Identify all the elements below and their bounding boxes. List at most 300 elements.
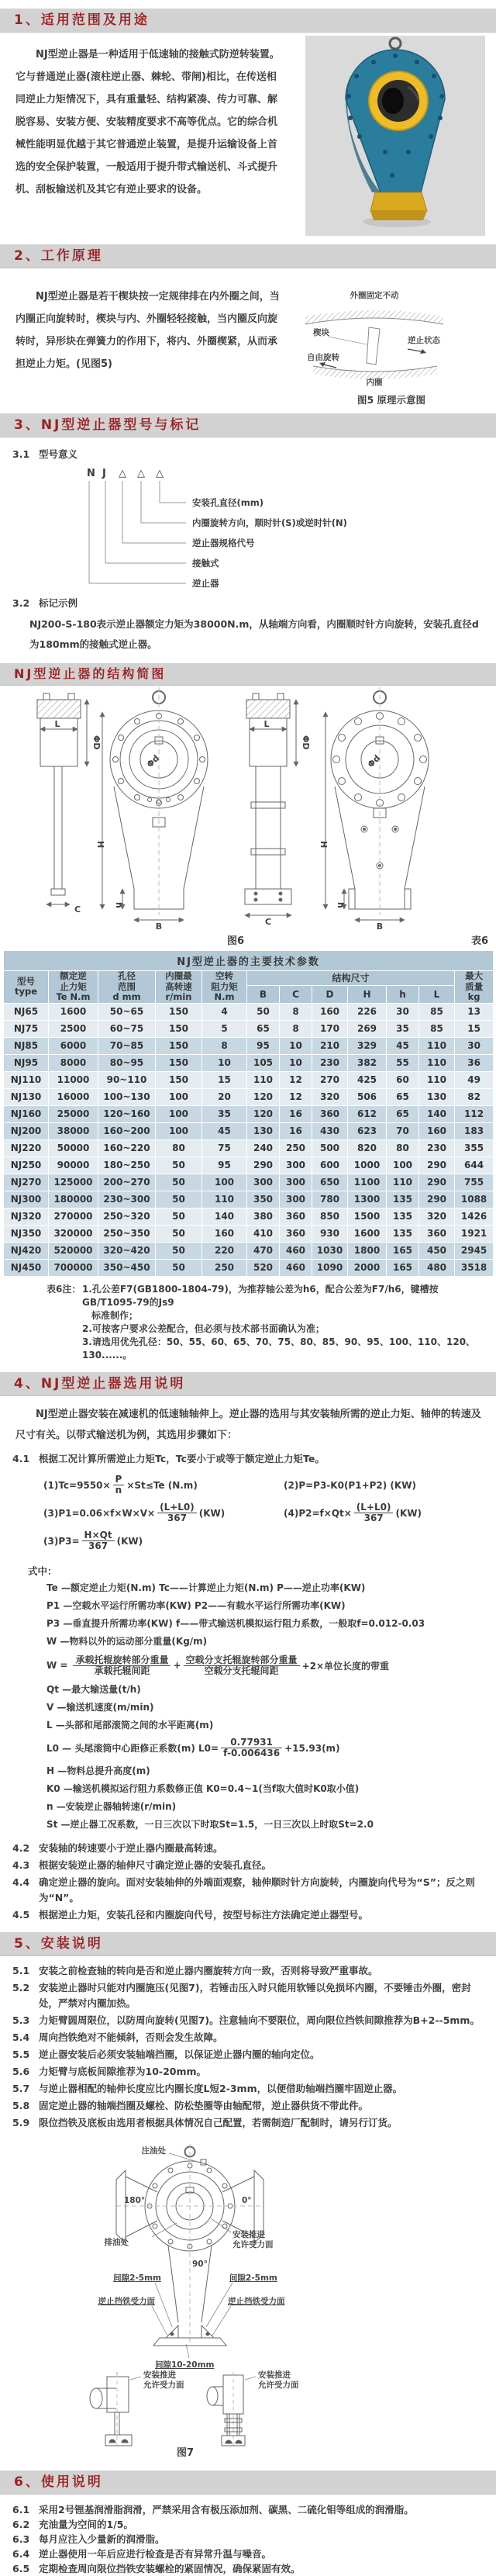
- note-1a: 1.孔公差F7(GB1800-1804-79)，为推荐轴公差为h6，配合公差为F7/h6，键槽按GB/T1095-79的Js9: [82, 1283, 439, 1308]
- cell-drag: 35: [202, 1105, 247, 1122]
- cell-mass: 1921: [455, 1225, 494, 1242]
- item-text: 安装之前检查轴的转向是否和逆止器内圈旋转方向一致，否则将导致严重事故。: [39, 1964, 378, 1976]
- stop-state-label: 逆止状态: [408, 336, 440, 345]
- table-row: [4, 1105, 494, 1122]
- front-view-2: [326, 687, 429, 920]
- cell-C: 300: [280, 1174, 312, 1191]
- cell-H: 623: [348, 1122, 387, 1139]
- cell-drag: 5: [202, 1020, 247, 1037]
- cell-L: 230: [419, 1139, 455, 1157]
- formula-3: (3)P1=0.06×f×W×V× $\frac{(L+L0)}{367}$ (KW): [43, 1502, 226, 1523]
- cell-mass: 755: [455, 1174, 494, 1191]
- structure-drawings: [0, 686, 496, 932]
- item-number: 4.5: [12, 1908, 30, 1921]
- item-number: 4.4: [12, 1876, 30, 1888]
- cell-bore: 70~85: [98, 1037, 156, 1054]
- inner-ring-label: 内圈: [366, 378, 383, 387]
- table-row: [4, 1174, 494, 1191]
- cell-H: 506: [348, 1088, 387, 1105]
- table-row: [4, 1191, 494, 1208]
- front-view-1: [102, 687, 208, 920]
- cell-H: 382: [348, 1054, 387, 1071]
- cell-speed: 50: [156, 1259, 202, 1276]
- note-1b: 标准制作；: [91, 1309, 139, 1321]
- cell-L: 290: [419, 1191, 455, 1208]
- cell-D: 500: [312, 1139, 348, 1157]
- definitions-1: [0, 1579, 496, 1651]
- cell-D: 600: [312, 1157, 348, 1174]
- installation-item: [0, 1980, 496, 2012]
- product-photo: [305, 36, 485, 236]
- cell-L: 360: [419, 1225, 455, 1242]
- installation-item: [0, 2029, 496, 2046]
- cell-mass: 355: [455, 1139, 494, 1157]
- note-3: 3.请选用优先孔径：50、55、60、65、70、75、80、85、90、95、100、110、120、130......。: [82, 1336, 476, 1361]
- item-text: 充油量为空间的1/5。: [39, 2518, 133, 2530]
- cell-h: 60: [387, 1071, 419, 1088]
- item-text: 固定逆止器的轴端挡圈及螺栓、防松垫圈等由轴配带，逆止器供货不带此件。: [39, 2099, 369, 2111]
- selection-item: [0, 1874, 496, 1907]
- installation-item: [0, 1962, 496, 1980]
- cell-torque: 25000: [49, 1105, 98, 1122]
- cell-h: 55: [387, 1054, 419, 1071]
- cell-H: 269: [348, 1020, 387, 1037]
- definition-line: P3 —垂直提升所需功率(KW) f——带式输送机模拟运行阻力系数，一般取f=0.012-0.03: [46, 1617, 425, 1629]
- cell-speed: 150: [156, 1020, 202, 1037]
- cell-drag: 95: [202, 1157, 247, 1174]
- cell-C: 16: [280, 1105, 312, 1122]
- cell-B: 470: [247, 1242, 280, 1259]
- cell-drag: 75: [202, 1139, 247, 1157]
- table-row: [4, 1020, 494, 1037]
- cell-drag: 45: [202, 1122, 247, 1139]
- dim-C-2: C: [264, 917, 272, 927]
- table-row: [4, 1157, 494, 1174]
- callout-contact-type: 接触式: [192, 558, 219, 569]
- cell-torque: 90000: [49, 1157, 98, 1174]
- cell-D: 160: [312, 1003, 348, 1020]
- cell-C: 12: [280, 1071, 312, 1088]
- note-2: 2.可按客户要求公差配合，但必须与技术部书面确认为准；: [82, 1323, 325, 1334]
- item-number: 6.2: [12, 2518, 30, 2530]
- item-number: 5.8: [12, 2099, 30, 2111]
- definition-line: V —输送机速度(m/min): [46, 1701, 154, 1713]
- gap-2-5-right: 间隙2-5mm: [229, 2273, 277, 2283]
- table-row: [4, 1225, 494, 1242]
- cell-drag: 110: [202, 1191, 247, 1208]
- cell-type: NJ350: [4, 1225, 49, 1242]
- cell-type: NJ65: [4, 1003, 49, 1020]
- cell-speed: 150: [156, 1054, 202, 1071]
- item-number: 5.3: [12, 2014, 30, 2026]
- item-text: 定期检查周向限位挡铁安装螺栓的紧固情况，确保紧固有效。: [39, 2562, 301, 2574]
- cell-B: 65: [247, 1020, 280, 1037]
- cell-torque: 16000: [49, 1088, 98, 1105]
- push-face-label-3a: 安装推进: [258, 2370, 291, 2380]
- sub-3-2: [0, 594, 496, 613]
- cell-H: 425: [348, 1071, 387, 1088]
- code-letter-1: N: [87, 468, 95, 479]
- item-text: 与逆止器相配的轴伸长度应比内圈长度L短2-3mm，以便借助轴端挡圈牢固逆止器。: [39, 2082, 403, 2094]
- deg-0-label: 0°: [242, 2195, 252, 2205]
- cell-H: 2000: [348, 1259, 387, 1276]
- cell-L: 480: [419, 1259, 455, 1276]
- cell-C: 460: [280, 1259, 312, 1276]
- cell-mass: 644: [455, 1157, 494, 1174]
- push-face-label-2b: 允许受力面: [143, 2380, 184, 2390]
- model-designation-diagram: [0, 464, 496, 594]
- section-4-intro: NJ型逆止器安装在减速机的低速轴轴伸上。逆止器的选用与其安装轴所需的逆止力矩、轴伸的转速及尺寸有关。以带式输送机为例，其选用步骤如下：: [16, 1408, 481, 1441]
- dim-H-2: H: [319, 841, 329, 849]
- cell-D: 210: [312, 1037, 348, 1054]
- item-text: 每月应注入少量新的润滑脂。: [39, 2533, 165, 2545]
- cell-L: 140: [419, 1105, 455, 1122]
- fig7-caption: 图7: [177, 2446, 195, 2459]
- cell-h: 135: [387, 1225, 419, 1242]
- table6-ref: 表6: [470, 935, 488, 947]
- section-6-title: 6、使用说明: [14, 2474, 103, 2490]
- cell-B: 240: [247, 1139, 280, 1157]
- section-5-header: [0, 1930, 496, 1956]
- principle-diagram: [291, 289, 458, 388]
- cell-speed: 50: [156, 1242, 202, 1259]
- usage-item: [0, 2502, 496, 2517]
- fig6-caption-row: [0, 932, 496, 949]
- cell-D: 320: [312, 1088, 348, 1105]
- usage-item: [0, 2517, 496, 2532]
- col-header-C: C: [280, 985, 312, 1003]
- cell-speed: 150: [156, 1071, 202, 1088]
- cell-torque: 520000: [49, 1242, 98, 1259]
- installation-item: [0, 2063, 496, 2080]
- cell-drag: 100: [202, 1174, 247, 1191]
- cell-speed: 100: [156, 1088, 202, 1105]
- cell-torque: 38000: [49, 1122, 98, 1139]
- callout-backstop: 逆止器: [192, 578, 219, 589]
- item-number: 4.2: [12, 1841, 30, 1854]
- cell-B: 105: [247, 1054, 280, 1071]
- table-body: [4, 1003, 494, 1276]
- cell-mass: 2945: [455, 1242, 494, 1259]
- cell-torque: 6000: [49, 1037, 98, 1054]
- cell-type: NJ95: [4, 1054, 49, 1071]
- cell-D: 930: [312, 1225, 348, 1242]
- stop-face-right: 逆止挡铁受力面: [228, 2296, 285, 2306]
- cell-D: 780: [312, 1191, 348, 1208]
- cell-B: 300: [247, 1174, 280, 1191]
- cell-drag: 4: [202, 1003, 247, 1020]
- item-4-1-text: 根据工况计算所需逆止力矩Tc，Tc要小于或等于额定逆止力矩Te。: [39, 1452, 325, 1464]
- lifting-eye: [390, 38, 401, 49]
- cell-type: NJ75: [4, 1020, 49, 1037]
- cell-D: 430: [312, 1122, 348, 1139]
- cell-drag: 15: [202, 1071, 247, 1088]
- push-face-label-1a: 安装推进: [232, 2229, 265, 2239]
- dim-C-1: C: [74, 904, 81, 915]
- cell-torque: 2500: [49, 1020, 98, 1037]
- cell-h: 135: [387, 1191, 419, 1208]
- installation-item: [0, 2097, 496, 2114]
- cell-torque: 8000: [49, 1054, 98, 1071]
- cell-type: NJ270: [4, 1174, 49, 1191]
- cell-B: 380: [247, 1208, 280, 1225]
- cell-L: 110: [419, 1071, 455, 1088]
- sub-3-1: [0, 445, 496, 464]
- item-text: 确定逆止器的旋向。面对安装轴伸的外端面观察，轴伸顺时针方向旋转，内圈旋向代号为“S”；反之则为“N”。: [39, 1876, 475, 1903]
- definitions-2: [0, 1681, 496, 1734]
- col-header-drag: 空转 阻力矩 N.m: [202, 971, 247, 1004]
- code-letter-2: J: [102, 468, 106, 479]
- usage-item: [0, 2547, 496, 2561]
- cell-bore: 50~65: [98, 1003, 156, 1020]
- fig7-side-view-1: [90, 2372, 132, 2446]
- definitions-3: [0, 1762, 496, 1834]
- table-row: [4, 1054, 494, 1071]
- cell-B: 520: [247, 1259, 280, 1276]
- item-text: 限位挡铁及底板由选用者根据具体情况自己配置，若需制造厂配制时，请另行订货。: [39, 2116, 398, 2128]
- cell-speed: 50: [156, 1191, 202, 1208]
- cell-type: NJ450: [4, 1259, 49, 1276]
- selection-item: [0, 1907, 496, 1924]
- cell-h: 30: [387, 1003, 419, 1020]
- cell-mass: 183: [455, 1122, 494, 1139]
- cell-C: 360: [280, 1208, 312, 1225]
- cell-speed: 150: [156, 1037, 202, 1054]
- col-header-torque: 额定逆 止力矩 Te N.m: [49, 971, 98, 1004]
- cell-C: 16: [280, 1122, 312, 1139]
- cell-B: 50: [247, 1003, 280, 1020]
- item-number: 5.4: [12, 2031, 30, 2043]
- cell-H: 1600: [348, 1225, 387, 1242]
- cell-torque: 125000: [49, 1174, 98, 1191]
- cell-D: 360: [312, 1105, 348, 1122]
- oil-drain-label: 排油处: [104, 2237, 129, 2247]
- definition-line: L —头部和尾部滚筒之间的水平距离(m): [46, 1719, 214, 1731]
- cell-C: 300: [280, 1157, 312, 1174]
- cell-drag: 10: [202, 1054, 247, 1071]
- formula-2: (2)P=P3-K0(P1+P2) (KW): [284, 1479, 416, 1491]
- cell-bore: 200~270: [98, 1174, 156, 1191]
- dim-H-1: H: [95, 841, 105, 849]
- cell-C: 12: [280, 1088, 312, 1105]
- cell-type: NJ420: [4, 1242, 49, 1259]
- cell-B: 130: [247, 1122, 280, 1139]
- col-header-speed: 内圈最 高转速 r/min: [156, 971, 202, 1004]
- cell-bore: 100~130: [98, 1088, 156, 1105]
- section-2-header: [0, 242, 496, 268]
- cell-H: 226: [348, 1003, 387, 1020]
- col-header-type: 型号 type: [4, 971, 49, 1004]
- structure-section-header: [0, 661, 496, 686]
- usage-item: [0, 2561, 496, 2576]
- cell-L: 110: [419, 1054, 455, 1071]
- cell-h: 165: [387, 1242, 419, 1259]
- cell-B: 410: [247, 1225, 280, 1242]
- col-header-D: D: [312, 985, 348, 1003]
- cell-type: NJ320: [4, 1208, 49, 1225]
- cell-speed: 50: [156, 1157, 202, 1174]
- cell-H: 820: [348, 1139, 387, 1157]
- callout-rotation-direction: 内圈旋转方向，顺时针(S)或逆时针(N): [192, 517, 347, 528]
- item-text: 根据逆止力矩，安装孔径和内圈旋向代号，按型号标注方法确定逆止器型号。: [39, 1908, 369, 1921]
- cell-L: 110: [419, 1037, 455, 1054]
- cell-mass: 49: [455, 1071, 494, 1088]
- free-rotation-label: 自由旋转: [307, 353, 339, 362]
- cell-drag: 20: [202, 1088, 247, 1105]
- cell-L: 320: [419, 1208, 455, 1225]
- code-symbol-2: △: [137, 468, 145, 479]
- oil-fill-label: 注油处: [141, 2146, 166, 2156]
- col-header-structure: 结构尺寸: [247, 971, 455, 986]
- cell-h: 80: [387, 1139, 419, 1157]
- table-row: [4, 1088, 494, 1105]
- section-4-title: 4、NJ型逆止器选用说明: [14, 1375, 186, 1392]
- cell-mass: 36: [455, 1054, 494, 1071]
- cell-h: 135: [387, 1208, 419, 1225]
- cell-B: 120: [247, 1105, 280, 1122]
- item-text: 采用2号锂基润滑脂润滑，严禁采用含有极压添加剂、碳黑、二硫化钼等组成的润滑脂。: [39, 2503, 414, 2515]
- cell-torque: 50000: [49, 1139, 98, 1157]
- item-text: 根据安装逆止器的轴伸尺寸确定逆止器的安装孔直径。: [39, 1859, 272, 1871]
- parameters-table: [3, 950, 494, 1277]
- usage-items: [0, 2502, 496, 2576]
- item-text: 力矩臂与底板间隙推荐为10-20mm。: [39, 2065, 207, 2077]
- col-header-mass: 最大 质量 kg: [455, 971, 494, 1004]
- installation-diagram: [0, 2142, 496, 2459]
- cell-h: 110: [387, 1174, 419, 1191]
- cell-bore: 250~350: [98, 1225, 156, 1242]
- cell-bore: 160~200: [98, 1122, 156, 1139]
- item-text: 逆止器使用一年后应进行检查是否有异常升温与噪音。: [39, 2547, 272, 2560]
- dim-D-2: ΦD: [301, 735, 311, 750]
- definition-line: n —安装逆止器轴转速(r/min): [46, 1800, 177, 1812]
- side-view-2: [245, 693, 296, 915]
- cell-L: 85: [419, 1003, 455, 1020]
- cell-bore: 90~110: [98, 1071, 156, 1088]
- definition-line: St —逆止器工况系数，一日三次以下时取St=1.5，一日三次以上时取St=2.0: [46, 1818, 374, 1830]
- cell-bore: 180~250: [98, 1157, 156, 1174]
- table-row: [4, 1122, 494, 1139]
- cell-C: 10: [280, 1037, 312, 1054]
- table-row: [4, 1259, 494, 1276]
- cell-torque: 270000: [49, 1208, 98, 1225]
- cell-D: 230: [312, 1054, 348, 1071]
- cell-B: 350: [247, 1191, 280, 1208]
- section-3-header: [0, 411, 496, 437]
- cell-type: NJ300: [4, 1191, 49, 1208]
- cell-C: 10: [280, 1054, 312, 1071]
- definition-line: H —物料总提升高度(m): [46, 1765, 150, 1776]
- section-2-paragraph: NJ型逆止器是若干楔块按一定规律排在内外圈之间，当内圈正向旋转时，楔块与内、外圈轻轻接触，当内圈反向旋转时，异形块在弹簧力的作用下，将内、外圈楔紧，从而承担逆止力矩。(见图5): [16, 291, 280, 370]
- table-row: [4, 1003, 494, 1020]
- item-number: 5.5: [12, 2048, 30, 2060]
- push-face-label-1b: 允许受力面: [232, 2239, 274, 2249]
- cell-C: 460: [280, 1242, 312, 1259]
- cell-h: 165: [387, 1259, 419, 1276]
- section-3-title: 3、NJ型逆止器型号与标记: [14, 417, 202, 433]
- cell-H: 612: [348, 1105, 387, 1122]
- side-view-1: [37, 693, 87, 904]
- cell-speed: 50: [156, 1174, 202, 1191]
- item-number: 6.4: [12, 2547, 30, 2560]
- cell-H: 1300: [348, 1191, 387, 1208]
- cell-L: 450: [419, 1242, 455, 1259]
- cell-h: 45: [387, 1037, 419, 1054]
- cell-type: NJ250: [4, 1157, 49, 1174]
- item-number: 6.1: [12, 2503, 30, 2515]
- formula-1: (1)Tc=9550× $\frac{P}{n}$ ×St≤Te (N.m): [43, 1474, 198, 1495]
- callout-bore-diameter: 安装孔直径(mm): [192, 497, 264, 508]
- fig7-side-view-2: [207, 2372, 245, 2446]
- cell-speed: 50: [156, 1208, 202, 1225]
- cell-torque: 180000: [49, 1191, 98, 1208]
- cell-H: 1100: [348, 1174, 387, 1191]
- item-number: 5.7: [12, 2082, 30, 2094]
- dim-B-1: B: [155, 921, 163, 932]
- section-4-header: [0, 1370, 496, 1396]
- push-face-label-3b: 允许受力面: [258, 2380, 299, 2390]
- col-header-B: B: [247, 985, 280, 1003]
- cell-mass: 15: [455, 1020, 494, 1037]
- cell-mass: 13: [455, 1003, 494, 1020]
- backstop-product-image: [305, 36, 485, 236]
- dim-h-2: h: [336, 902, 346, 908]
- dim-d-2: Φd: [365, 752, 383, 770]
- definition-line: K0 —输送机模拟运行阻力系数修正值 K0=0.4~1(当f取大值时K0取小值): [46, 1782, 360, 1794]
- col-header-h: h: [387, 985, 419, 1003]
- cell-h: 65: [387, 1088, 419, 1105]
- selection-item: [0, 1840, 496, 1857]
- cell-H: 329: [348, 1037, 387, 1054]
- stop-face-left: 逆止挡铁受力面: [98, 2296, 155, 2306]
- cell-bore: 160~220: [98, 1139, 156, 1157]
- cell-mass: 112: [455, 1105, 494, 1122]
- section-1-title: 1、适用范围及用途: [14, 12, 150, 28]
- item-4-1: [0, 1451, 496, 1468]
- cell-bore: 120~160: [98, 1105, 156, 1122]
- cell-type: NJ85: [4, 1037, 49, 1054]
- col-header-L: L: [419, 985, 455, 1003]
- cell-C: 360: [280, 1225, 312, 1242]
- installation-items: [0, 1962, 496, 2132]
- cell-bore: 320~420: [98, 1242, 156, 1259]
- sub-3-2-number: 3.2: [12, 597, 30, 609]
- dim-D-1: ΦD: [91, 735, 102, 750]
- cell-C: 250: [280, 1139, 312, 1157]
- cell-B: 120: [247, 1088, 280, 1105]
- fig5-caption: 图5 原理示意图: [356, 394, 426, 406]
- cell-D: 850: [312, 1208, 348, 1225]
- installation-item: [0, 2080, 496, 2097]
- cell-D: 1090: [312, 1259, 348, 1276]
- table-title: NJ型逆止器的主要技术参数: [4, 951, 494, 971]
- dim-L-1: L: [54, 719, 60, 729]
- cell-torque: 11000: [49, 1071, 98, 1088]
- cell-drag: 160: [202, 1225, 247, 1242]
- sub-3-1-number: 3.1: [12, 448, 30, 460]
- cell-torque: 700000: [49, 1259, 98, 1276]
- cell-L: 85: [419, 1020, 455, 1037]
- cell-type: NJ200: [4, 1122, 49, 1139]
- cell-type: NJ160: [4, 1105, 49, 1122]
- wedge-label: 楔块: [313, 328, 329, 337]
- section-1-header: [0, 6, 496, 33]
- callout-spec-code: 逆止器规格代号: [192, 538, 255, 548]
- fig6-caption: 图6: [226, 935, 244, 947]
- selection-item: [0, 1857, 496, 1874]
- cell-type: NJ110: [4, 1071, 49, 1088]
- installation-item: [0, 2012, 496, 2029]
